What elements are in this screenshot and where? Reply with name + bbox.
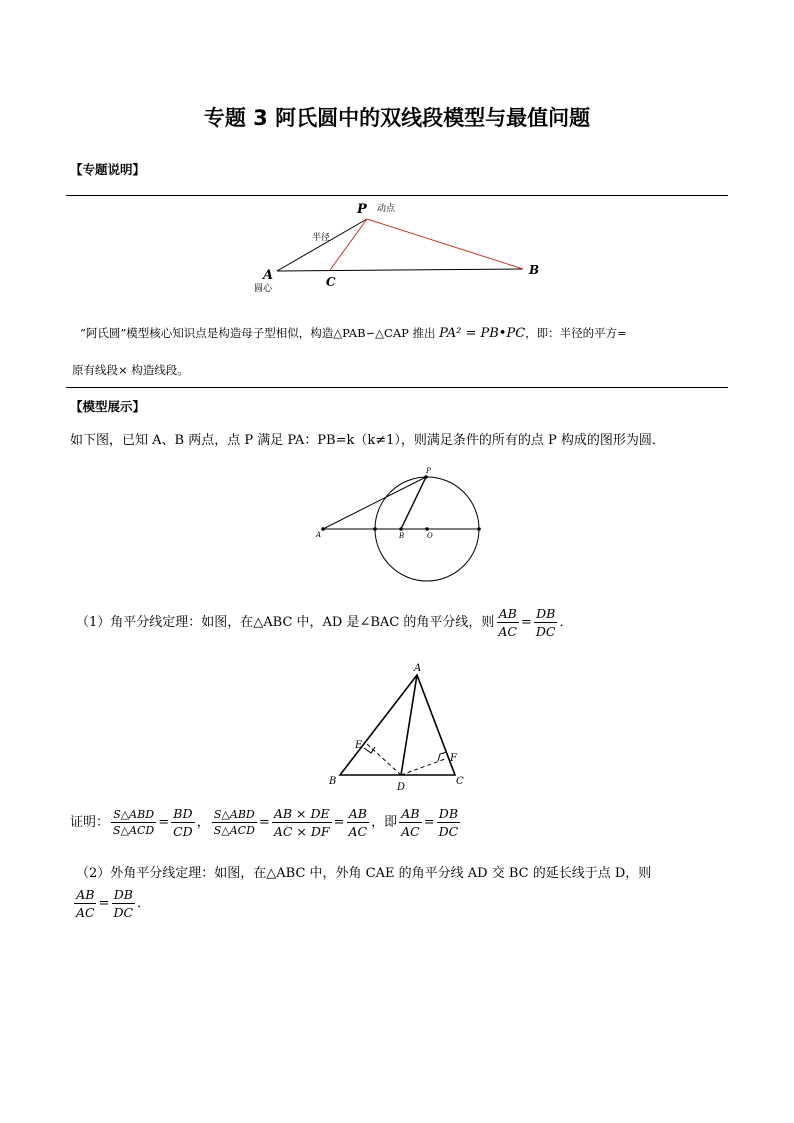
description-formula: PA² = PB•PC [439, 326, 526, 341]
label-P: P [426, 467, 431, 475]
segment-BP [401, 477, 426, 529]
segment-PB [367, 219, 523, 269]
comma: ， [196, 814, 210, 830]
figure-apollonius-circle [310, 462, 500, 612]
segment-AP [277, 219, 367, 271]
segment-AP [323, 477, 426, 529]
theorem-1-text: （1）角平分线定理：如图，在△ABC 中，AD 是∠BAC 的角平分线，则 [76, 614, 495, 630]
label-radius: 半径 [312, 233, 331, 243]
label-F: F [450, 753, 457, 764]
label-A-note: 圆心 [254, 284, 273, 294]
proof-label: 证明： [70, 814, 110, 830]
section-heading-model-display: 【模型展示】 [70, 399, 146, 414]
equals-sign: = [520, 614, 532, 630]
section-heading-topic-description: 【专题说明】 [70, 162, 146, 177]
label-A: A [414, 663, 422, 674]
proof-then: ，即 [371, 814, 398, 830]
period: ． [137, 895, 151, 911]
divider-top [66, 195, 728, 196]
description-text: “阿氏圆”模型核心知识点是构造母子型相似，构造△PAB∽△CAP 推出 [80, 326, 440, 340]
fraction-AB-AC: $\frac{AB}{AC}$ [76, 887, 95, 920]
fraction-DB-DC: $\frac{DB}{DC}$ [535, 606, 556, 639]
label-B: B [329, 776, 337, 787]
label-O: O [427, 532, 433, 540]
fraction-AB-AC: $\frac{AB}{AC}$ [348, 806, 368, 839]
description-line-1 [80, 325, 627, 341]
fraction-DB-DC: $\frac{DB}{DC}$ [113, 887, 134, 920]
point-B [399, 527, 403, 531]
fraction-area-ratio-2: $\frac{\text{S△ABD}}{\text{S△ACD}}$ [213, 808, 255, 837]
fraction-ABxDE-ACxDF: $\frac{AB \times DE}{AC \times DF}$ [273, 806, 330, 839]
label-B: B [529, 263, 540, 277]
fraction-AB-AC: $\frac{AB}{AC}$ [498, 606, 517, 639]
fraction-BD-CD: $\frac{BD}{CD}$ [173, 806, 193, 839]
equals-sign: = [158, 814, 170, 830]
proof [70, 805, 462, 840]
intro-paragraph: 如下图，已知 A、B 两点，点 P 满足 PA：PB=k（k≠1），则满足条件的所有的点 P 构成的图形为圆． [70, 433, 665, 448]
label-P-note: 动点 [377, 204, 396, 214]
divider-bottom [66, 387, 728, 388]
fraction-DB-DC: $\frac{DB}{DC}$ [438, 806, 459, 839]
page-title: 专题 3 阿氏圆中的双线段模型与最值问题 [203, 106, 591, 130]
label-E: E [355, 740, 363, 751]
theorem-2-formula [72, 886, 150, 921]
perpendicular-DE [367, 744, 401, 775]
point-P [424, 475, 428, 479]
theorem-2-text: （2）外角平分线定理：如图，在△ABC 中，外角 CAE 的角平分线 AD 交 BC 的延长线于点 D，则 [76, 866, 652, 881]
segment-AB [277, 269, 523, 271]
point-left [373, 527, 377, 531]
point-A [321, 527, 325, 531]
label-P: P [357, 202, 367, 217]
description-line-2: 原有线段× 构造线段。 [72, 363, 189, 377]
equals-sign: = [333, 814, 345, 830]
point-O [425, 527, 429, 531]
label-B: B [399, 532, 405, 540]
bisector-AD [401, 675, 417, 775]
triangle-ABC [340, 675, 455, 775]
fraction-AB-AC-2: $\frac{AB}{AC}$ [401, 806, 420, 839]
equals-sign: = [423, 814, 435, 830]
label-A: A [316, 531, 322, 539]
right-angle-E [364, 747, 375, 753]
period: ． [559, 614, 573, 630]
label-C: C [326, 275, 336, 289]
fraction-area-ratio-1: $\frac{\text{S△ABD}}{\text{S△ACD}}$ [113, 808, 155, 837]
label-A: A [263, 268, 274, 283]
figure-angle-bisector [320, 660, 480, 795]
label-C: C [456, 776, 464, 787]
description-text-end: ，即：半径的平方= [525, 326, 627, 340]
figure-apollonius-triangle [240, 198, 560, 298]
segment-PC [330, 219, 367, 270]
theorem-1 [76, 605, 573, 640]
equals-sign: = [258, 814, 270, 830]
perpendicular-DF [401, 759, 445, 775]
label-D: D [397, 782, 406, 793]
equals-sign: = [98, 895, 110, 911]
point-right [477, 527, 481, 531]
